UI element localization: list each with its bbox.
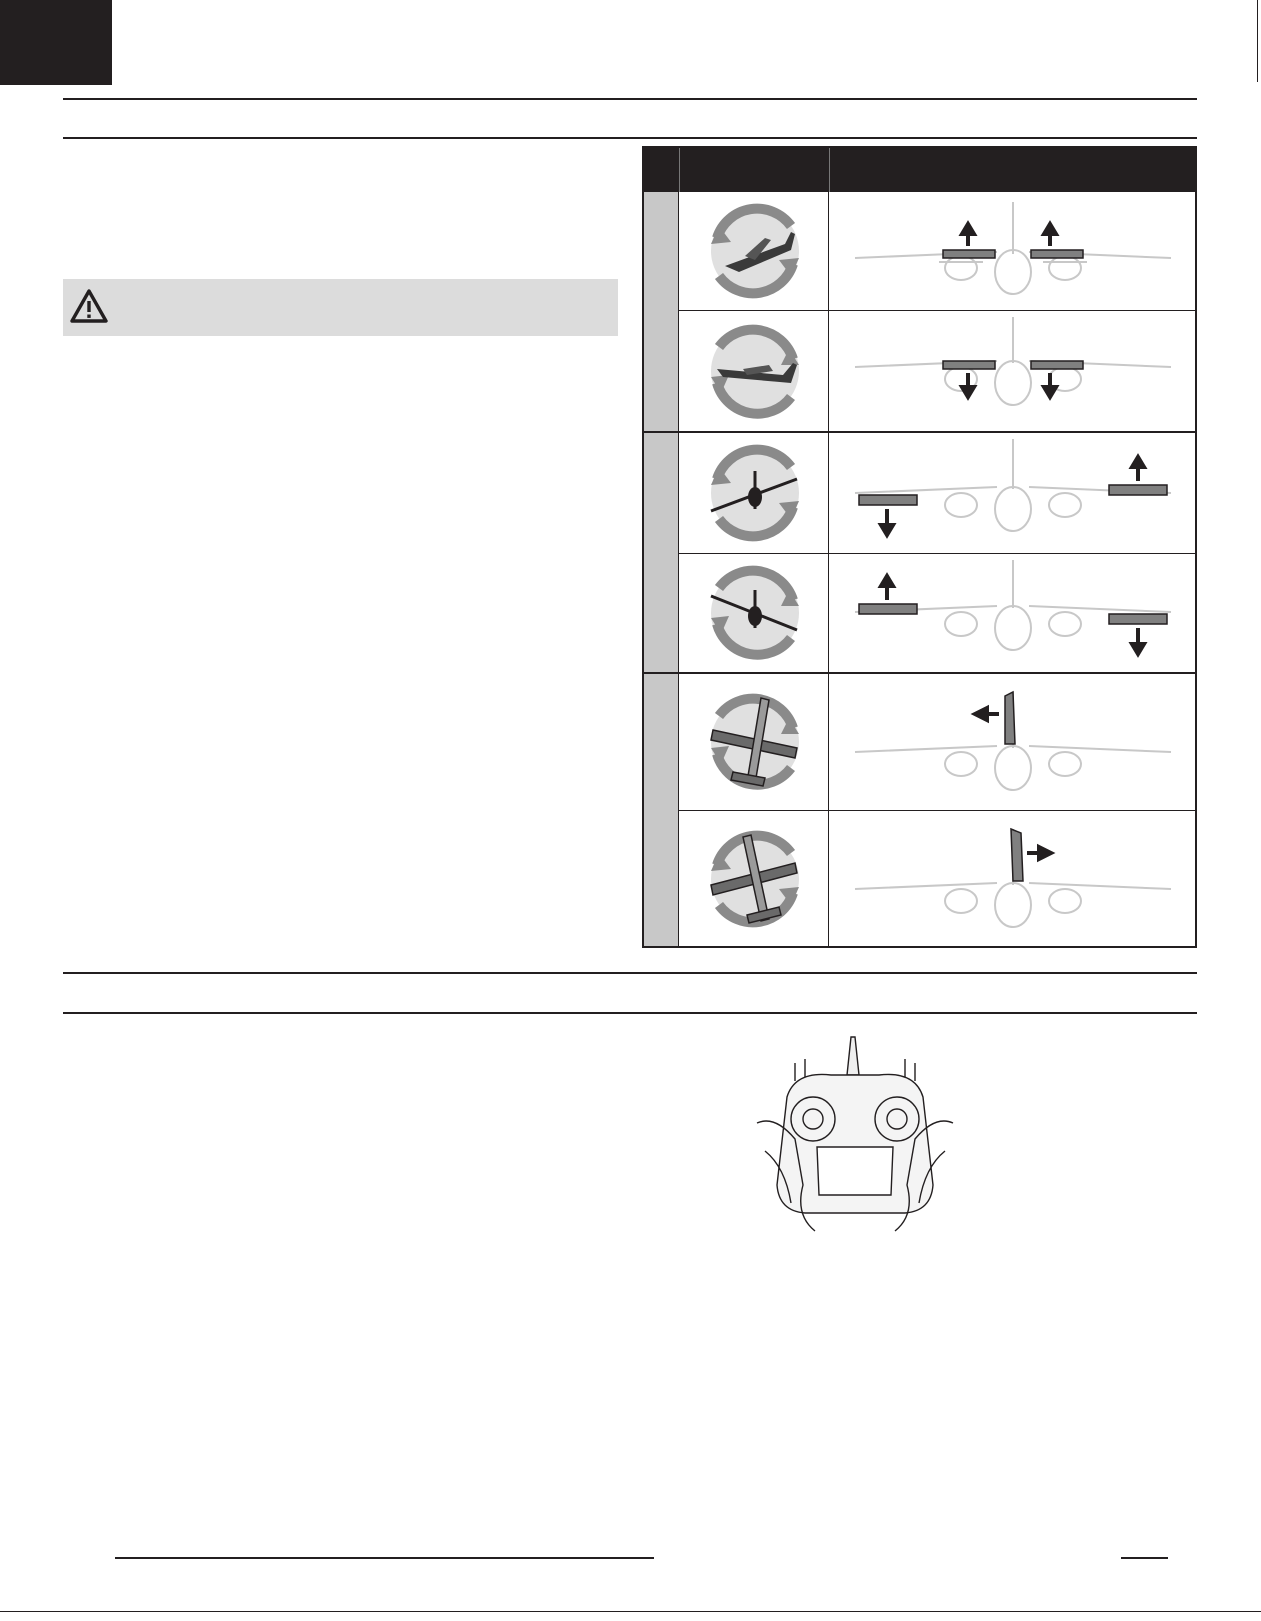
surface-cell <box>829 311 1195 431</box>
model-cell <box>679 192 829 310</box>
section-rule-top-1 <box>63 98 1197 100</box>
model-cell <box>679 433 829 553</box>
aircraft-roll-left-icon <box>699 560 811 666</box>
control-direction-table <box>642 146 1197 948</box>
table-row <box>679 554 1195 672</box>
surface-cell <box>829 192 1195 310</box>
footer-rule <box>115 1557 654 1559</box>
table-row <box>679 674 1195 810</box>
aircraft-yaw-right-icon <box>699 823 811 935</box>
table-header <box>644 148 1195 192</box>
elevator-down-icon <box>847 317 1179 425</box>
section-rule-bottom-2 <box>63 1012 1197 1014</box>
edge-mark <box>1257 0 1258 82</box>
rudder-right-icon <box>847 817 1179 941</box>
surface-cell <box>829 433 1195 553</box>
model-cell <box>679 674 829 810</box>
rudder-left-icon <box>847 680 1179 804</box>
aileron-left-icon <box>847 560 1179 666</box>
section-rule-bottom-1 <box>63 137 1197 139</box>
table-row <box>679 433 1195 553</box>
model-cell <box>679 554 829 672</box>
warning-box <box>63 279 618 336</box>
transmitter-in-hands-icon <box>755 1035 955 1240</box>
group-column <box>644 192 679 946</box>
warning-triangle-icon <box>70 289 108 323</box>
surface-cell <box>829 674 1195 810</box>
table-row <box>679 311 1195 431</box>
elevator-up-icon <box>847 198 1179 304</box>
table-row <box>679 192 1195 310</box>
header-tab <box>0 0 112 85</box>
aircraft-pitch-up-icon <box>699 198 811 304</box>
table-row <box>679 811 1195 946</box>
page-number-rule <box>1121 1557 1168 1559</box>
surface-cell <box>829 811 1195 946</box>
aileron-right-icon <box>847 439 1179 547</box>
aircraft-yaw-left-icon <box>699 686 811 798</box>
aircraft-pitch-down-icon <box>699 317 811 425</box>
model-cell <box>679 811 829 946</box>
aircraft-roll-right-icon <box>699 439 811 547</box>
model-cell <box>679 311 829 431</box>
surface-cell <box>829 554 1195 672</box>
bottom-edge-line <box>0 1611 1261 1612</box>
section-rule-top-2 <box>63 972 1197 974</box>
